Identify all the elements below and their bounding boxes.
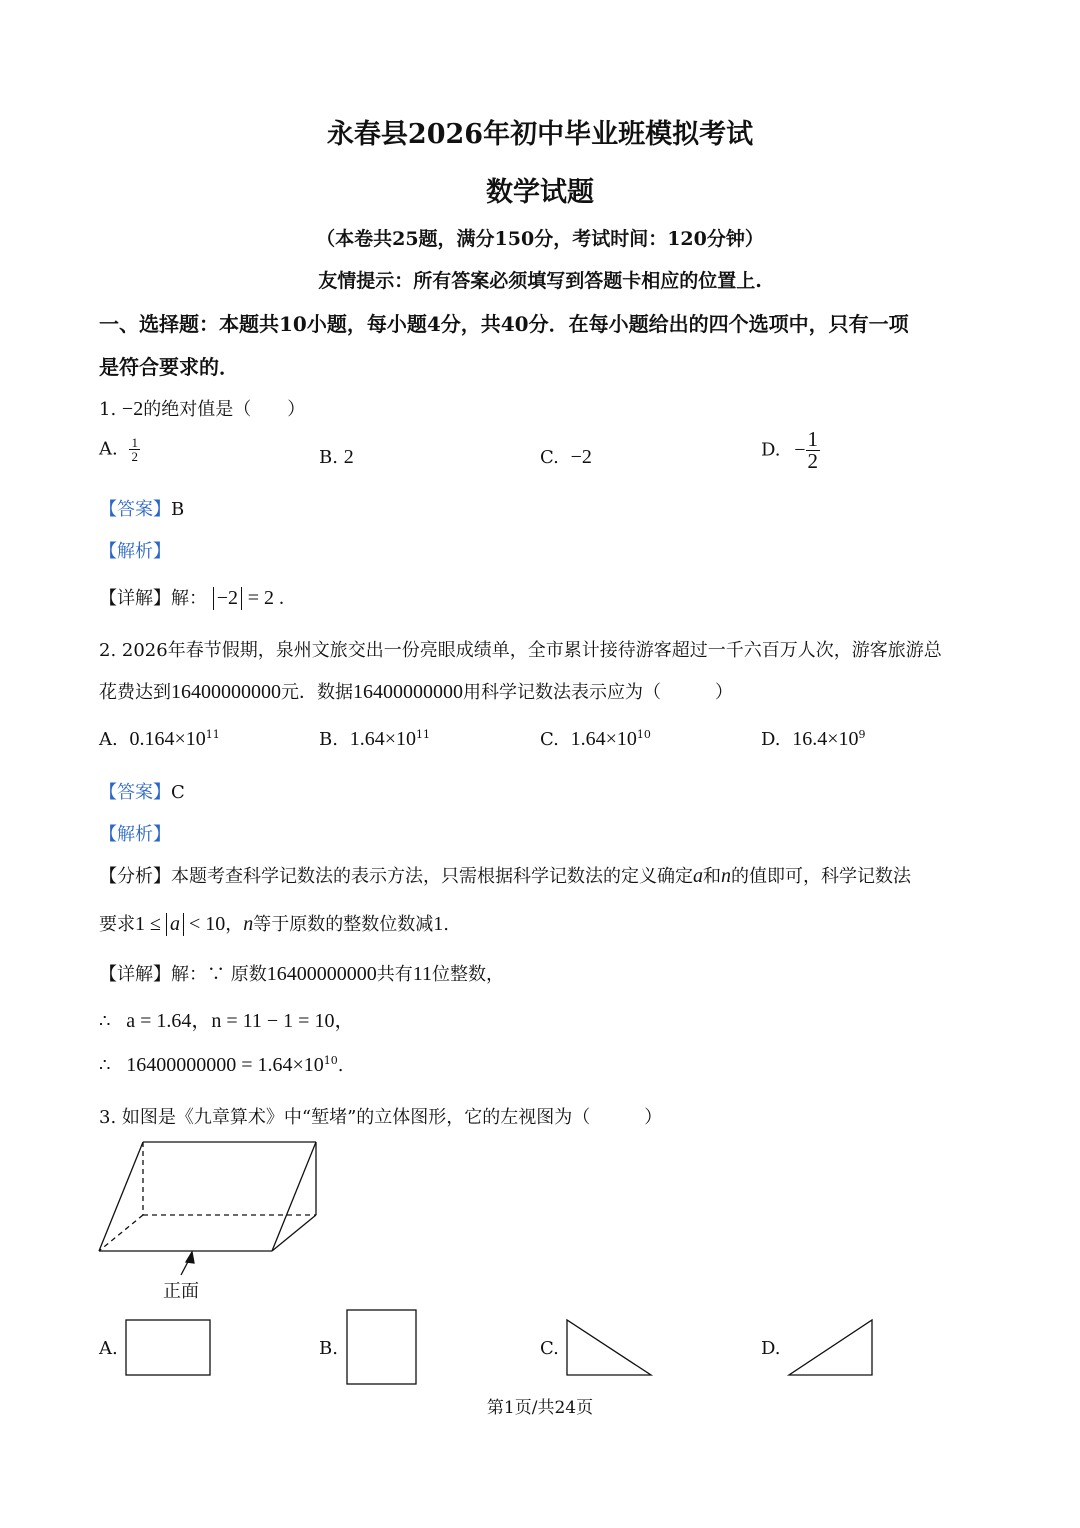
q1-d-denominator: 2 [807,449,819,473]
q2-option-d-label: D. [761,729,781,750]
exam-title: 永春县2026年初中毕业班模拟考试 [326,119,754,150]
subject-title: 数学试题 [486,177,594,208]
q1-d-numerator: 1 [807,427,819,451]
page-footer: 第1页/共24页 [486,1398,594,1418]
question-2-line1: 2. 2026年春节假期，泉州文旅交出一份亮眼成绩单，全市累计接待游客超过一千六百万人次，游客旅游总 [99,640,942,661]
var-a: a [693,865,703,887]
q2-option-a-label: A. [99,729,118,750]
front-label: 正面 [163,1281,199,1302]
q3-option-c-label: C. [540,1338,559,1359]
q2-option-b-label: B. [319,729,338,750]
detail-tag: 【详解】 [99,964,171,985]
q3-option-a-label: A. [99,1338,118,1359]
q2-fenxi-one: 1 [433,913,444,935]
q2-detail-digit-count: 11 [412,963,432,985]
q2-option-c-base: 1.64×10 [570,728,637,750]
q2-option-b-base: 1.64×10 [349,728,416,750]
q1-number: 1. [99,399,117,420]
q2-answer-value: C [171,782,185,803]
q2-detail-number: 16400000000 [266,963,377,985]
q2-detail-result-exponent: 10 [323,1054,338,1067]
exam-info: （本卷共25题，满分150分，考试时间：120分钟） [316,228,764,250]
detail-tag: 【详解】 [99,588,171,609]
therefore-symbol: ∴ [99,1055,111,1076]
section-heading-line1: 一、选择题：本题共10小题，每小题4分，共40分．在每小题给出的四个选项中，只有一项 [99,312,909,336]
answer-tag: 【答案】 [99,782,171,803]
q2-option-a-exponent: 11 [205,728,220,741]
q1-option-b-label: B. [319,447,338,468]
q1-option-b-value: 2 [343,446,354,468]
q2-line2-text-b: 元．数据 [281,682,353,703]
q1-a-numerator: 1 [131,435,138,450]
friendly-tip: 友情提示：所有答案必须填写到答题卡相应的位置上. [318,270,762,292]
q1-option-a-label: A. [99,438,118,460]
q1-option-c-value: −2 [570,446,592,468]
q1-option-d-sign: − [794,438,806,461]
q2-analysis-tag: 【解析】 [99,824,171,845]
q2-number-2: 16400000000 [353,681,463,703]
q2-line2-text-c: 用科学记数法表示应为（ ） [463,682,733,703]
q2-fenxi-inequality-right: < 10 [183,913,226,935]
q2-fenxi-text-1c: 的值即可，科学记数法 [731,866,911,887]
q2-detail-text-1c: 共有 [376,964,413,985]
q2-fenxi-period: . [443,914,449,935]
q1-text: 的绝对值是（ ） [143,399,306,420]
q2-option-c-exponent: 10 [636,728,651,741]
q1-answer-value: B [171,499,185,520]
q2-fenxi-inequality-left: 1 ≤ [135,913,166,935]
q1-math: −2 [121,398,144,420]
q2-option-b-exponent: 11 [415,728,430,741]
q1-abs-expression: −2 [213,587,242,610]
fenxi-tag: 【分析】 [99,866,171,887]
var-n-2: n [243,913,254,935]
q2-fenxi-text-2a: 要求 [99,914,135,935]
q2-detail-text-1a: 解：∵ 原数 [171,964,267,985]
q2-fenxi-text-1a: 本题考查科学记数法的表示方法，只需根据科学记数法的定义确定 [171,866,693,887]
section-heading-line2: 是符合要求的． [99,355,239,379]
answer-tag: 【答案】 [99,499,171,520]
q3-option-b-label: B. [319,1338,338,1359]
q2-fenxi-text-1b: 和 [703,866,721,887]
q2-detail-period: . [337,1055,344,1076]
q1-a-denominator: 2 [131,449,138,464]
q1-option-c-label: C. [540,447,559,468]
q1-option-d-label: D. [761,439,781,461]
q2-fenxi-text-2g: 等于原数的整数位数减 [253,914,434,935]
q2-option-d-base: 16.4×10 [792,728,859,750]
q1-detail-prefix: 解： [171,588,207,609]
q2-fenxi-abs-a: a [166,913,184,936]
q2-detail-result-base: 16400000000 = 1.64×10 [126,1054,324,1076]
q1-detail-result: = 2 . [247,587,285,609]
q2-option-d-exponent: 9 [858,728,866,741]
var-n: n [721,865,731,887]
q2-option-a-base: 0.164×10 [129,728,206,750]
q2-detail-text-1e: 位整数， [432,964,504,985]
q1-analysis-tag: 【解析】 [99,541,171,562]
q2-detail-values: a = 1.64，n = 11 − 1 = 10， [126,1010,355,1032]
q2-option-c-label: C. [540,729,559,750]
q2-line2-text-a: 花费达到 [99,682,171,703]
question-3: 3. 如图是《九章算术》中“堑堵”的立体图形，它的左视图为（ ） [99,1107,663,1128]
q2-number-1: 16400000000 [171,681,281,703]
q2-fenxi-comma: ， [225,914,244,935]
therefore-symbol: ∴ [99,1011,111,1032]
q3-option-d-label: D. [761,1338,781,1359]
